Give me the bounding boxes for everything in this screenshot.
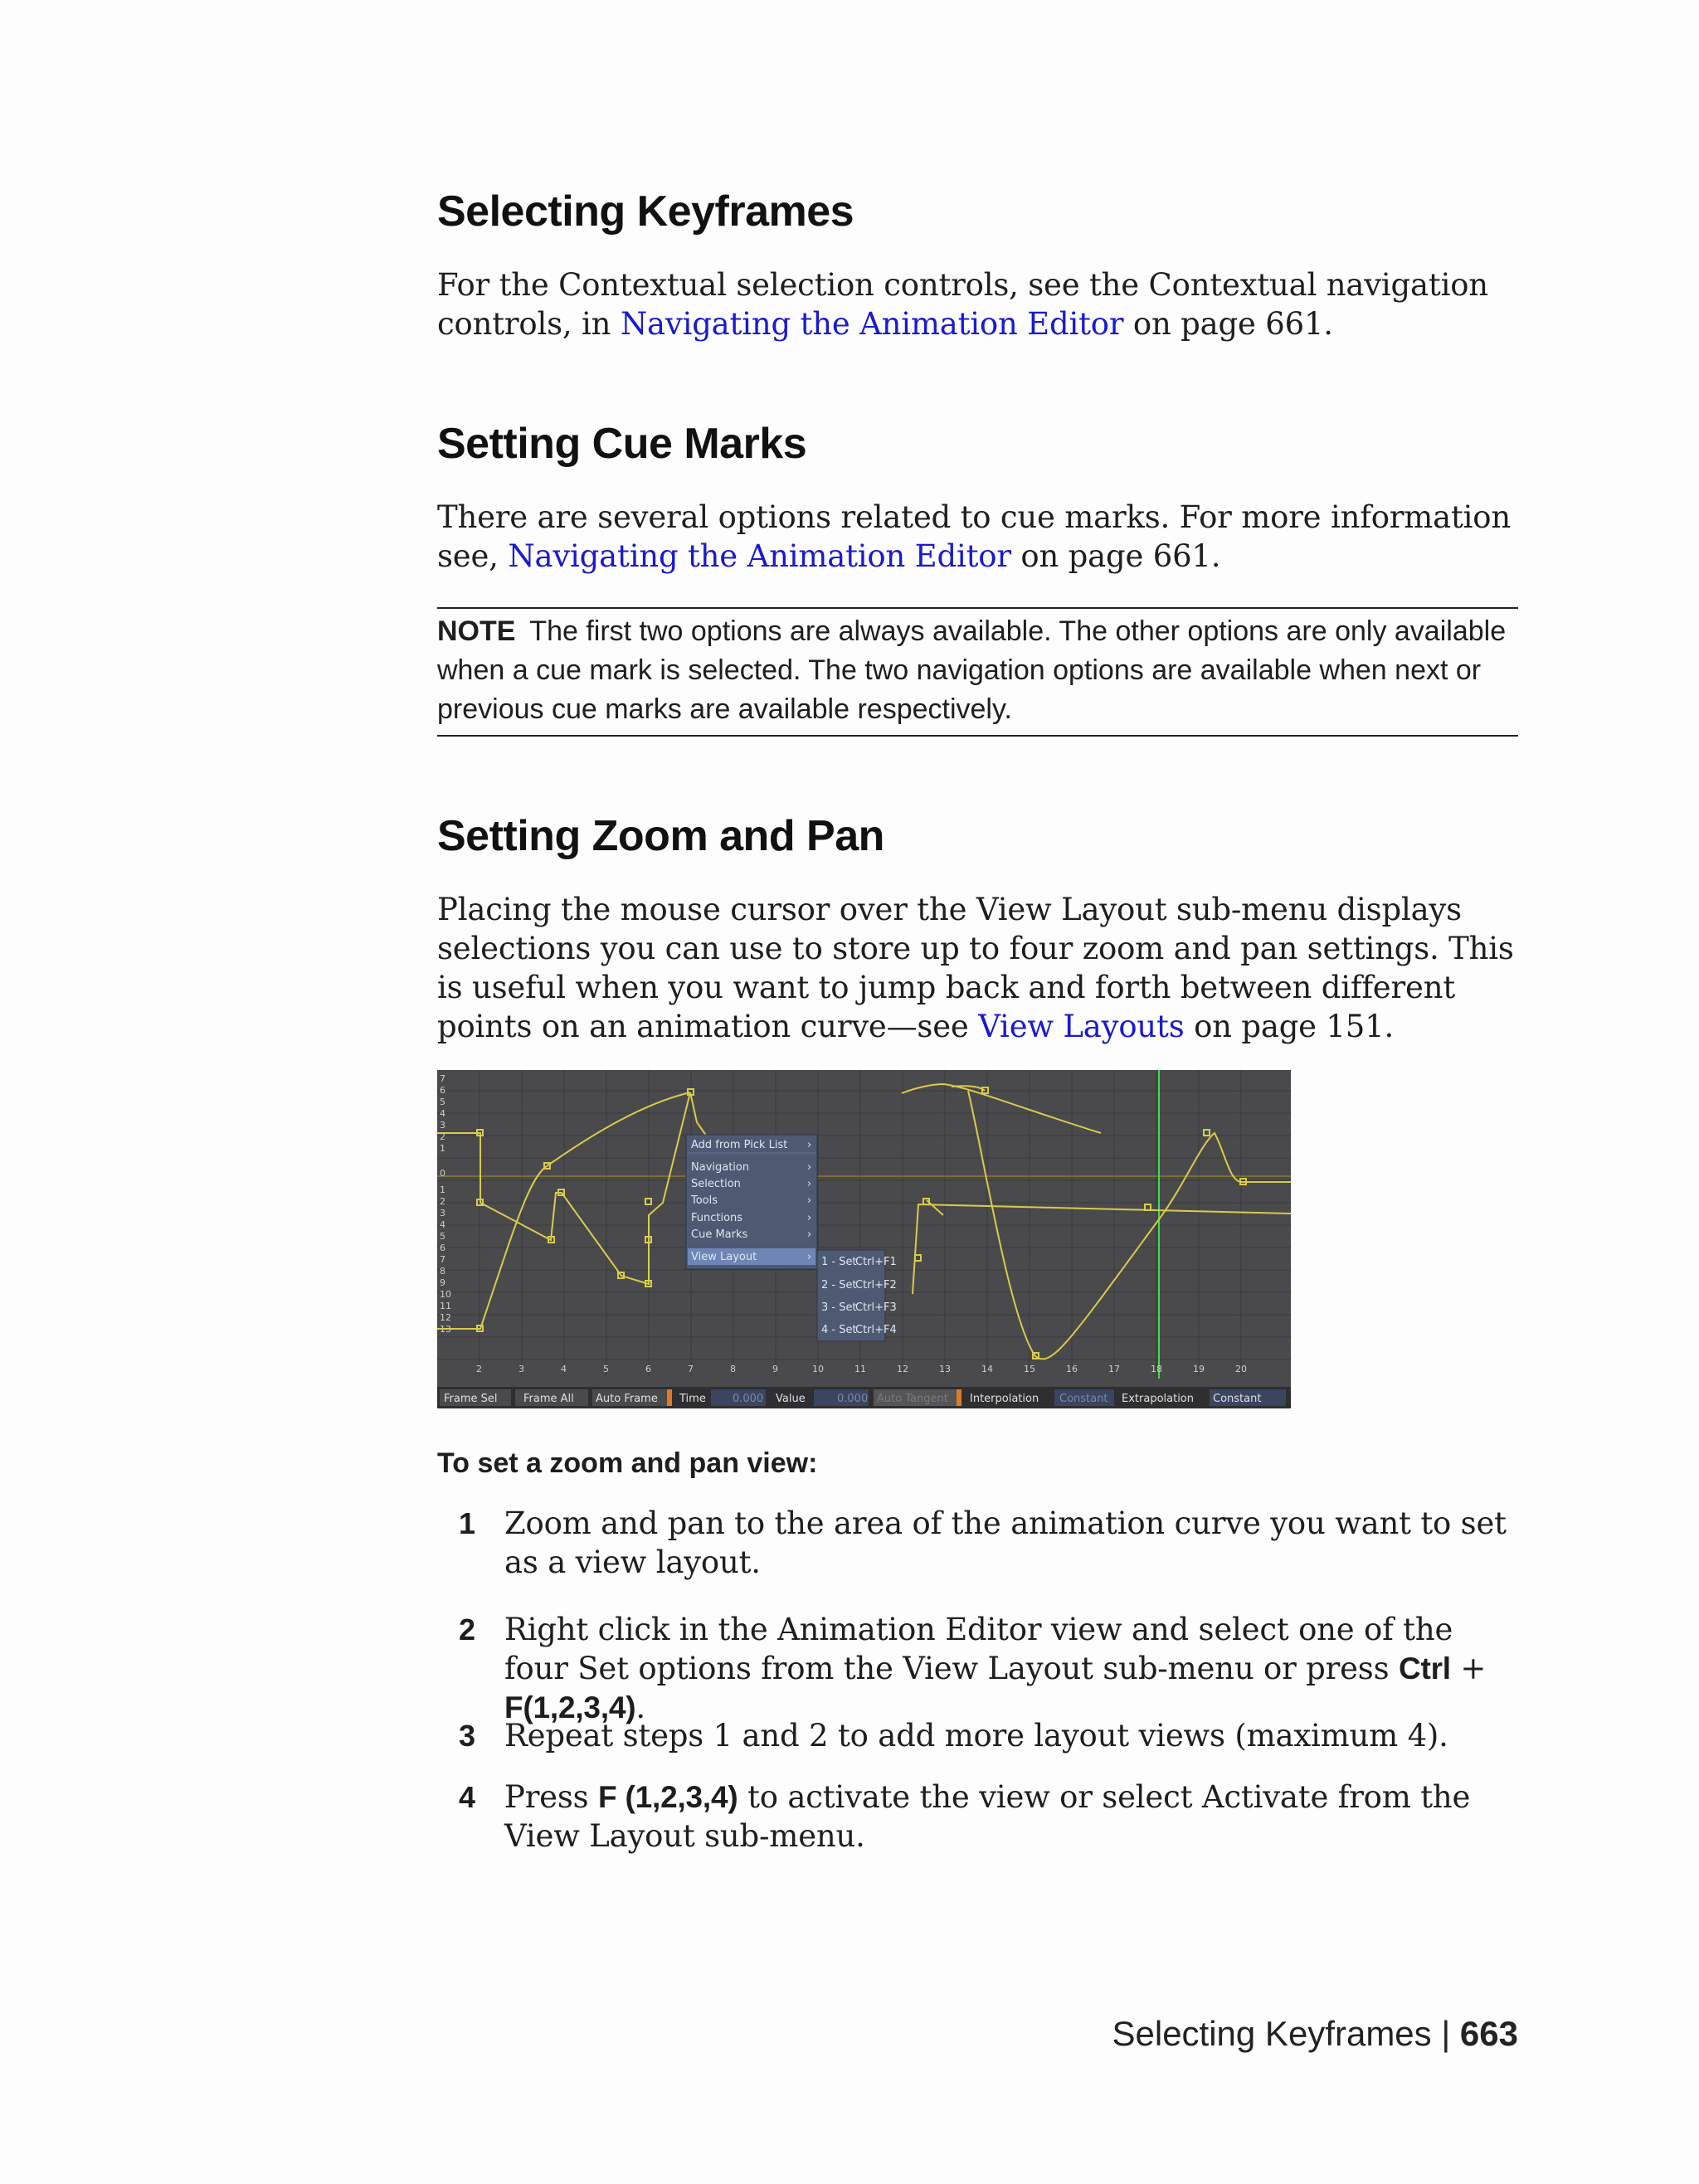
- svg-text:3 - Set: 3 - Set: [821, 1301, 857, 1314]
- x-label: 3: [518, 1364, 524, 1374]
- x-label: 15: [1024, 1364, 1035, 1374]
- link-navigating-animation-editor-2[interactable]: Navigating the Animation Editor: [508, 538, 1011, 574]
- svg-text:Tools: Tools: [691, 1194, 718, 1207]
- x-label: 20: [1235, 1364, 1247, 1374]
- y-label: 7: [440, 1073, 445, 1084]
- svg-text:›: ›: [807, 1161, 812, 1174]
- submenu-item-set-1[interactable]: [821, 1256, 897, 1268]
- submenu-item-set-2[interactable]: [821, 1279, 897, 1291]
- svg-text:Add from Pick List: Add from Pick List: [691, 1139, 788, 1151]
- y-label: 4: [440, 1219, 445, 1230]
- y-label: 10: [440, 1289, 451, 1300]
- y-label: 12: [440, 1312, 451, 1323]
- context-menu: [686, 1135, 817, 1269]
- y-label: 1: [440, 1143, 445, 1154]
- y-label: 3: [440, 1208, 445, 1218]
- svg-text:Functions: Functions: [691, 1212, 743, 1224]
- x-label: 9: [772, 1364, 778, 1374]
- extrapolation-label: Extrapolation: [1122, 1393, 1195, 1405]
- x-label: 4: [561, 1364, 567, 1374]
- step-number: 1: [459, 1506, 476, 1540]
- y-label: 6: [440, 1085, 445, 1096]
- page-footer: Selecting Keyframes | 663: [1112, 2014, 1518, 2053]
- auto-frame-label: Auto Frame: [596, 1393, 658, 1405]
- link-view-layouts[interactable]: View Layouts: [978, 1009, 1185, 1044]
- svg-text:Ctrl+F1: Ctrl+F1: [855, 1256, 897, 1268]
- submenu-item-set-3[interactable]: [821, 1301, 897, 1314]
- time-value: 0.000: [733, 1393, 764, 1405]
- x-label: 16: [1066, 1364, 1078, 1374]
- y-label: 7: [440, 1254, 445, 1265]
- x-label: 8: [730, 1364, 736, 1374]
- key-f-1234: F (1,2,3,4): [598, 1780, 738, 1814]
- svg-text:›: ›: [807, 1251, 812, 1263]
- step-text: Press F (1,2,3,4) to activate the view or select Activate from the View Layout sub-menu.: [504, 1779, 1471, 1854]
- note-box: [437, 607, 1518, 737]
- procedure-heading: To set a zoom and pan view:: [437, 1447, 818, 1479]
- y-label: 8: [440, 1266, 445, 1277]
- extrapolation-value: Constant: [1213, 1393, 1262, 1405]
- paragraph-zoom-pan: Placing the mouse cursor over the View Layout sub-menu displays selections you can use to store up to four zoom and pan settings. This is useful when you want to jump back and forth between different points on an animation curve—see View Layouts on page 151.: [437, 892, 1514, 1044]
- x-label: 7: [688, 1364, 694, 1374]
- y-label: 5: [440, 1231, 445, 1242]
- submenu-item-set-4[interactable]: [821, 1324, 897, 1336]
- link-navigating-animation-editor[interactable]: Navigating the Animation Editor: [620, 306, 1124, 342]
- y-label: 4: [440, 1108, 445, 1119]
- x-label: 6: [645, 1364, 651, 1374]
- svg-text:Ctrl+F2: Ctrl+F2: [855, 1279, 897, 1291]
- heading-selecting-keyframes: Selecting Keyframes: [437, 187, 854, 236]
- svg-text:Ctrl+F3: Ctrl+F3: [855, 1301, 897, 1314]
- y-label: 5: [440, 1097, 445, 1107]
- svg-text:1 - Set: 1 - Set: [821, 1256, 857, 1268]
- svg-text:›: ›: [807, 1178, 812, 1190]
- svg-text:›: ›: [807, 1194, 812, 1207]
- x-label: 18: [1151, 1364, 1162, 1374]
- interpolation-value: Constant: [1059, 1393, 1108, 1405]
- svg-text:2 - Set: 2 - Set: [821, 1279, 857, 1291]
- svg-text:Ctrl+F4: Ctrl+F4: [855, 1324, 897, 1336]
- svg-text:›: ›: [807, 1139, 812, 1151]
- y-label: 13: [440, 1324, 451, 1335]
- paragraph-cue-marks: There are several options related to cue marks. For more information see, Navigating the Animation Editor on page 661.: [437, 499, 1512, 574]
- x-label: 2: [476, 1364, 482, 1374]
- step-text: Right click in the Animation Editor view and select one of the four Set options from the View Layout sub-menu or press Ctrl + F(1,2,3,4).: [504, 1612, 1487, 1725]
- svg-text:Cue Marks: Cue Marks: [691, 1228, 748, 1241]
- paragraph-selecting: For the Contextual selection controls, see the Contextual navigation controls, in Navigating the Animation Editor on page 661.: [437, 267, 1488, 342]
- note-text: The first two options are always available. The other options are only available when a cue mark is selected. The two navigation options are available when next or previous cue marks are available respectively.: [437, 615, 1507, 725]
- y-label: 9: [440, 1277, 445, 1288]
- x-label: 17: [1108, 1364, 1120, 1374]
- value-label: Value: [776, 1393, 806, 1405]
- x-label: 11: [854, 1364, 866, 1374]
- svg-text:›: ›: [807, 1228, 812, 1241]
- interpolation-label: Interpolation: [970, 1393, 1039, 1405]
- x-label: 13: [939, 1364, 951, 1374]
- heading-setting-zoom-and-pan: Setting Zoom and Pan: [437, 812, 884, 860]
- time-label: Time: [679, 1393, 706, 1405]
- step-number: 3: [459, 1719, 476, 1753]
- step-text: Repeat steps 1 and 2 to add more layout views (maximum 4).: [504, 1718, 1448, 1754]
- x-label: 5: [603, 1364, 609, 1374]
- step-number: 4: [459, 1780, 476, 1814]
- y-label: 1: [440, 1184, 445, 1195]
- y-label: 2: [440, 1131, 445, 1142]
- svg-text:View Layout: View Layout: [691, 1251, 757, 1263]
- key-ctrl: Ctrl: [1398, 1651, 1451, 1685]
- y-label: 6: [440, 1243, 445, 1253]
- x-label: 14: [981, 1364, 993, 1374]
- page-number: 663: [1459, 2014, 1518, 2053]
- editor-toolbar: [437, 1387, 1291, 1408]
- animation-editor-screenshot: [437, 1070, 1291, 1408]
- svg-text:4 - Set: 4 - Set: [821, 1324, 857, 1336]
- frame-sel-label: Frame Sel: [444, 1393, 498, 1405]
- svg-text:Selection: Selection: [691, 1178, 741, 1190]
- x-label: 12: [897, 1364, 908, 1374]
- y-label: 0: [440, 1168, 445, 1179]
- key-f-1234: F(1,2,3,4): [504, 1690, 636, 1724]
- heading-setting-cue-marks: Setting Cue Marks: [437, 420, 807, 468]
- y-label: 3: [440, 1120, 445, 1131]
- footer-section-title: Selecting Keyframes: [1112, 2014, 1432, 2053]
- view-layout-submenu: [817, 1250, 897, 1341]
- x-label: 19: [1193, 1364, 1205, 1374]
- note-label: NOTE: [437, 615, 516, 647]
- step-number: 2: [459, 1612, 476, 1647]
- y-label: 11: [440, 1301, 451, 1311]
- value-value: 0.000: [837, 1393, 869, 1405]
- svg-text:Navigation: Navigation: [691, 1161, 750, 1174]
- y-label: 2: [440, 1196, 445, 1207]
- step-text: Zoom and pan to the area of the animation curve you want to set as a view layout.: [504, 1505, 1507, 1580]
- auto-tangent-label: Auto Tangent: [877, 1393, 948, 1405]
- frame-all-label: Frame All: [523, 1393, 574, 1405]
- svg-text:›: ›: [807, 1212, 812, 1224]
- x-label: 10: [812, 1364, 824, 1374]
